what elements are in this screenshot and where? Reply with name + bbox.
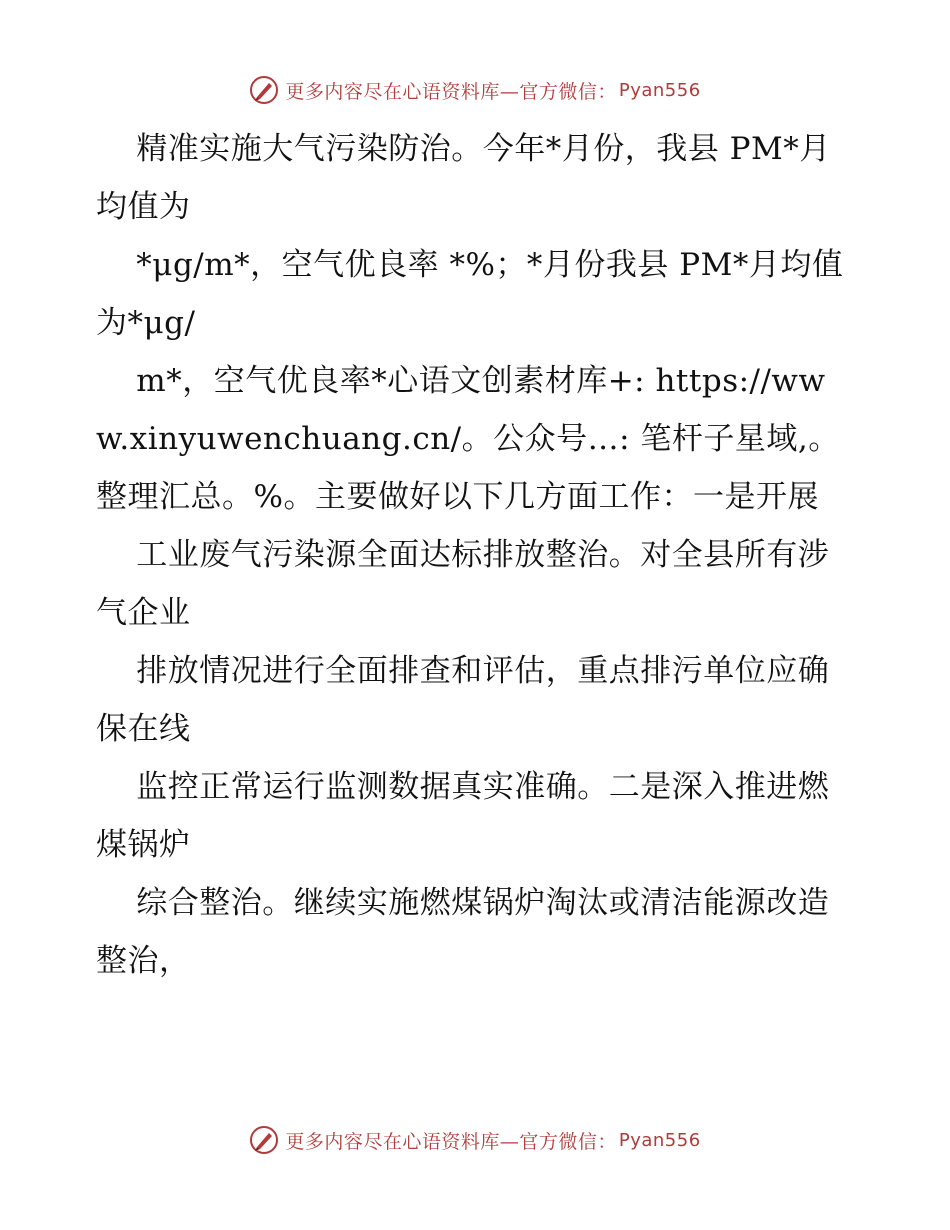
header-wechat-id: Pyan556 [618,79,701,101]
footer-banner [0,1122,950,1158]
paragraph: 排放情况进行全面排查和评估，重点排污单位应确保在线 [96,653,830,747]
paragraph: m*，空气优良率*心语文创素材库+: https://www.xinyuwenchuang.cn/。公众号…: 笔杆子星域,。整理汇总。%。主要做好以下几方面工作：一是开展 [96,363,840,515]
header-banner-text: 更多内容尽在心语资料库—官方微信： [285,80,617,103]
document-body [96,120,856,990]
footer-wechat-id: Pyan556 [618,1129,701,1151]
quill-pen-logo-icon [249,75,279,105]
paragraph: *μg/m*，空气优良率 *%；*月份我县 PM*月均值为*μg/ [96,247,844,341]
quill-pen-logo-icon [249,1125,279,1155]
paragraph: 监控正常运行监测数据真实准确。二是深入推进燃煤锅炉 [96,769,830,863]
paragraph: 精准实施大气污染防治。今年*月份，我县 PM*月均值为 [96,131,831,225]
footer-banner-text: 更多内容尽在心语资料库—官方微信： [285,1130,617,1153]
paragraph: 工业废气污染源全面达标排放整治。对全县所有涉气企业 [96,537,830,631]
header-banner [0,72,950,108]
paragraph: 综合整治。继续实施燃煤锅炉淘汰或清洁能源改造整治， [96,885,830,979]
